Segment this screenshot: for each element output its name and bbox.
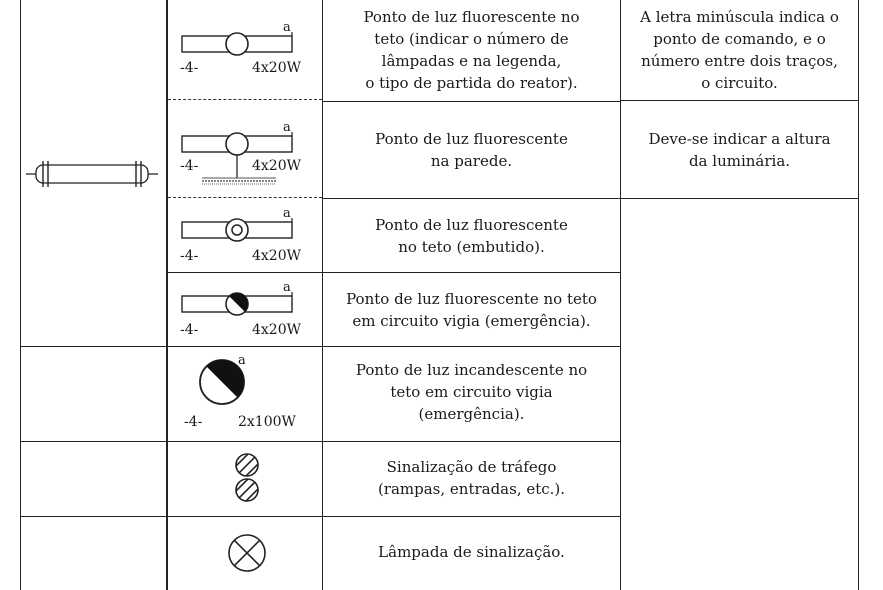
circuit-number: -4- <box>184 414 203 430</box>
description-line: teto em circuito vigia <box>390 383 553 401</box>
note-line: ponto de comando, e o <box>653 30 826 48</box>
description-line: Ponto de luz fluorescente <box>375 130 568 148</box>
description-row-5 <box>323 359 620 425</box>
description-line: em circuito vigia (emergência). <box>352 312 591 330</box>
grid-line <box>322 101 621 102</box>
lamp-power: 4x20W <box>252 60 302 76</box>
note-line: Deve-se indicar a altura <box>648 130 831 148</box>
grid-line <box>166 0 168 590</box>
fluorescent-ceiling-symbol <box>172 14 318 78</box>
lamp-power: 2x100W <box>238 414 296 430</box>
grid-line <box>166 272 621 273</box>
description-row-1 <box>323 6 620 94</box>
circuit-number: -4- <box>180 248 199 264</box>
description-line: no teto (embutido). <box>398 238 545 256</box>
fluorescent-emergency-symbol <box>172 278 318 342</box>
description-line: (emergência). <box>418 405 525 423</box>
description-line: (rampas, entradas, etc.). <box>377 480 566 498</box>
incandescent-emergency-symbol <box>172 352 318 436</box>
lamp-power: 4x20W <box>252 322 302 338</box>
description-line: na parede. <box>430 152 513 170</box>
traffic-signal-icon <box>222 448 272 510</box>
grid-line <box>620 100 859 101</box>
description-line: Ponto de luz fluorescente <box>375 216 568 234</box>
lamp-power: 4x20W <box>252 248 302 264</box>
description-row-4 <box>323 288 620 332</box>
grid-line <box>322 198 859 199</box>
circuit-number: -4- <box>180 158 199 174</box>
command-letter: a <box>238 353 246 368</box>
grid-line <box>858 0 859 590</box>
description-line: o tipo de partida do reator). <box>365 74 578 92</box>
lamp-power: 4x20W <box>252 158 302 174</box>
description-row-6 <box>323 456 620 500</box>
description-row-2 <box>323 128 620 172</box>
command-letter: a <box>283 206 291 221</box>
description-line: Ponto de luz incandescente no <box>355 361 588 379</box>
description-row-7 <box>323 541 620 563</box>
fluorescent-wall-symbol <box>172 114 318 192</box>
description-line: Ponto de luz fluorescente no teto <box>346 290 597 308</box>
note-luminaire-height <box>621 128 858 172</box>
grid-line <box>20 441 621 442</box>
circuit-number: -4- <box>180 322 199 338</box>
dashed-separator <box>168 197 322 200</box>
fluorescent-tube-icon <box>22 150 162 200</box>
note-line: número entre dois traços, <box>641 52 838 70</box>
description-line: Lâmpada de sinalização. <box>378 543 565 561</box>
note-line: da luminária. <box>688 152 791 170</box>
fluorescent-embedded-symbol <box>172 204 318 268</box>
circuit-number: -4- <box>180 60 199 76</box>
description-line: teto (indicar o número de <box>374 30 569 48</box>
description-row-3 <box>323 214 620 258</box>
description-line: lâmpadas e na legenda, <box>381 52 562 70</box>
note-line: A letra minúscula indica o <box>640 8 839 26</box>
note-command-letter <box>621 6 858 94</box>
grid-line <box>20 346 621 347</box>
note-line: o circuito. <box>701 74 778 92</box>
signal-lamp-icon <box>221 527 273 579</box>
command-letter: a <box>283 20 291 35</box>
dashed-separator <box>168 99 322 102</box>
command-letter: a <box>283 280 291 295</box>
command-letter: a <box>283 120 291 135</box>
description-line: Ponto de luz fluorescente no <box>363 8 580 26</box>
grid-line <box>20 0 21 590</box>
description-line: Sinalização de tráfego <box>386 458 557 476</box>
grid-line <box>20 516 621 517</box>
